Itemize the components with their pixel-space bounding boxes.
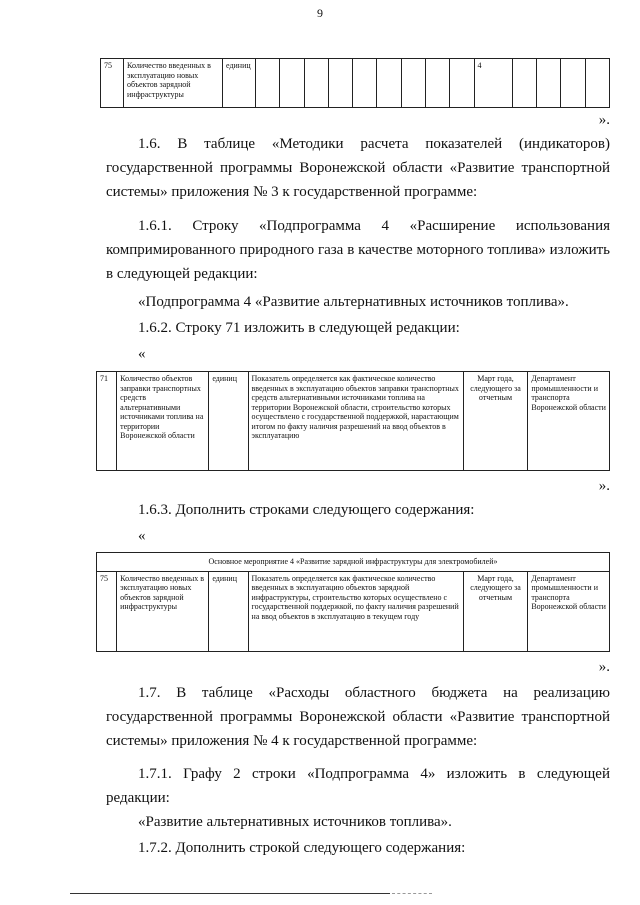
method-cell: Показатель определяется как фактическое количество введенных в эксплуатацию объектов зарядной инфраструктуры, строительство которых осуществлено с государственной поддержкой, по факту наличия разрешений на ввод объектов в эксплуатацию в текущем году (248, 571, 463, 651)
bottom-divider-faint (392, 893, 432, 894)
paragraph-1-7-1: 1.7.1. Графу 2 строки «Подпрограмма 4» изложить в следующей редакции: (106, 766, 610, 806)
row-number: 75 (97, 571, 117, 651)
unit-cell: единиц (209, 571, 248, 651)
empty-cell (256, 59, 280, 108)
paragraph-1-7: 1.7. В таблице «Расходы областного бюджета на реализацию государственной программы Воронежской области «Развитие транспортной системы» приложения № 4 к государственной программе: (106, 685, 610, 749)
empty-cell (561, 59, 585, 108)
empty-cell (377, 59, 401, 108)
empty-cell (280, 59, 304, 108)
empty-cell (353, 59, 377, 108)
unit-cell: единиц (209, 372, 248, 471)
empty-cell (512, 59, 536, 108)
empty-cell (304, 59, 328, 108)
empty-cell (536, 59, 560, 108)
table-row-71 (96, 371, 610, 471)
row-number: 71 (97, 372, 117, 471)
table-section-header: Основное мероприятие 4 «Развитие зарядной инфраструктуры для электромобилей» (97, 553, 610, 572)
responsible-cell: Департамент промышленности и транспорта Воронежской области (528, 372, 610, 471)
opening-quote: « (138, 528, 146, 544)
unit-cell: единиц (223, 59, 256, 108)
table-row-75 (96, 552, 610, 652)
table-top-fragment (100, 58, 610, 108)
empty-cell (585, 59, 609, 108)
deadline-cell: Март года, следующего за отчетным (463, 571, 528, 651)
empty-cell (450, 59, 474, 108)
row-number: 75 (101, 59, 124, 108)
opening-quote: « (138, 346, 146, 362)
closing-quote: ». (598, 478, 610, 494)
paragraph-1-6-1: 1.6.1. Строку «Подпрограмма 4 «Расширение использования компримированного природного газа в качестве моторного топлива» изложить в следующей редакции: (106, 218, 610, 282)
value-cell: 4 (474, 59, 512, 108)
paragraph-1-6: 1.6. В таблице «Методики расчета показателей (индикаторов) государственной программы Воронежской области «Развитие транспортной системы» приложения № 3 к государственной программе: (106, 136, 610, 200)
bottom-divider (70, 893, 390, 894)
indicator-name: Количество введенных в эксплуатацию новых объектов зарядной инфраструктуры (124, 59, 223, 108)
page-number: 9 (317, 6, 323, 20)
indicator-name: Количество объектов заправки транспортных средств альтернативными источниками топлива на территории Воронежской области (117, 372, 209, 471)
quote-subprogram: «Подпрограмма 4 «Развитие альтернативных источников топлива». (138, 294, 569, 310)
paragraph-1-6-3: 1.6.3. Дополнить строками следующего содержания: (138, 502, 475, 518)
paragraph-1-6-2: 1.6.2. Строку 71 изложить в следующей редакции: (138, 320, 460, 336)
paragraph-1-7-2: 1.7.2. Дополнить строкой следующего содержания: (138, 840, 466, 856)
empty-cell (425, 59, 449, 108)
empty-cell (401, 59, 425, 108)
method-cell: Показатель определяется как фактическое количество введенных в эксплуатацию объектов заправки транспортных средств альтернативными источниками топлива на территории Воронежской области, строительство которых осуществлено с государственной поддержкой, нарастающим итогом по факту наличия разрешений на ввод объектов в эксплуатацию (248, 372, 463, 471)
deadline-cell: Март года, следующего за отчетным (463, 372, 528, 471)
indicator-name: Количество введенных в эксплуатацию новых объектов зарядной инфраструктуры (117, 571, 209, 651)
empty-cell (328, 59, 352, 108)
closing-quote: ». (598, 659, 610, 675)
responsible-cell: Департамент промышленности и транспорта Воронежской области (528, 571, 610, 651)
quote-alt-fuel: «Развитие альтернативных источников топлива». (138, 814, 452, 830)
closing-quote: ». (598, 112, 610, 128)
